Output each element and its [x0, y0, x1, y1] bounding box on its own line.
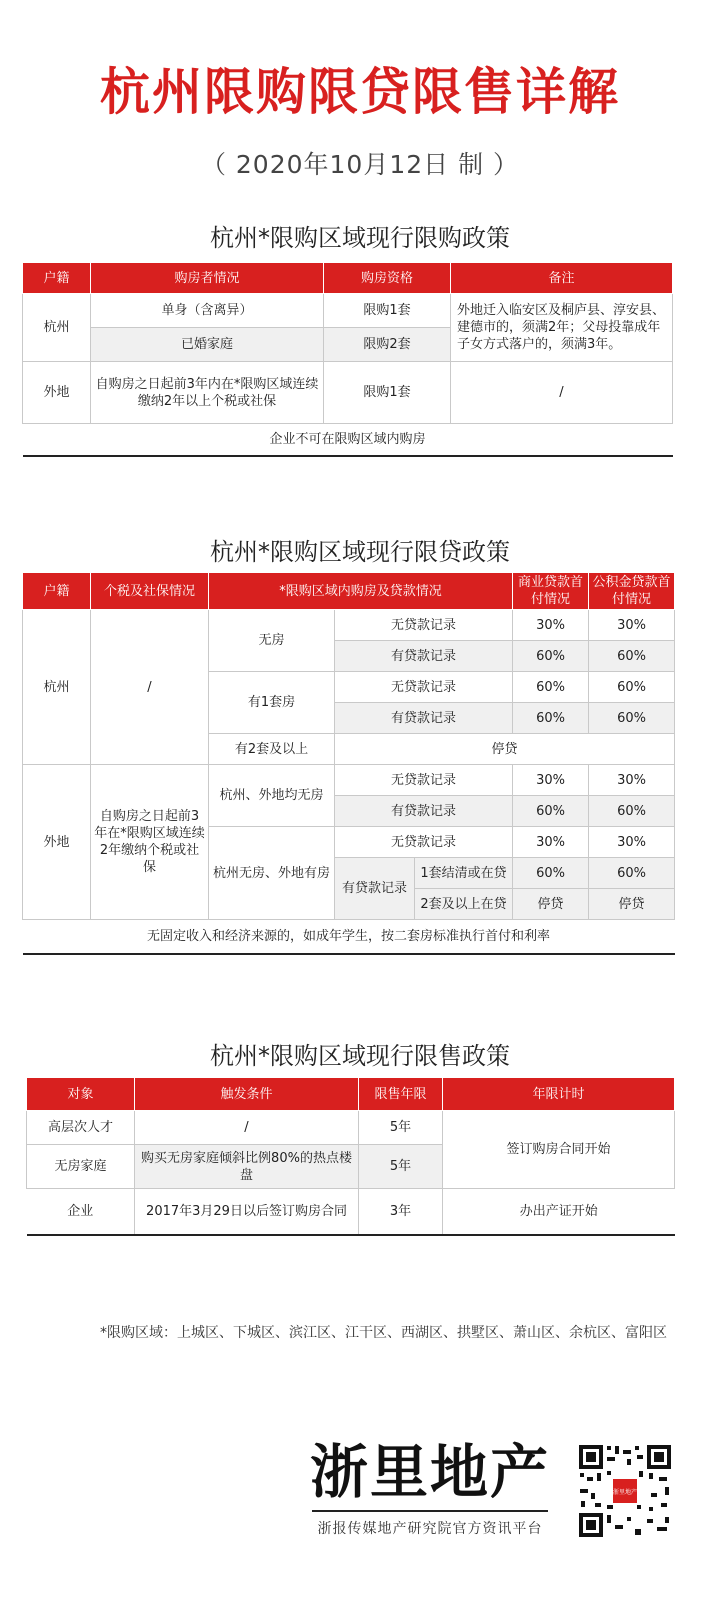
purchase-header-qualification: 购房资格	[324, 263, 451, 294]
purchase-cell-single: 单身（含离异）	[91, 294, 324, 328]
loan-header-situation: *限购区域内购房及贷款情况	[209, 573, 513, 610]
sale-table	[26, 1077, 675, 1236]
brand-logo-text: 浙里地产	[310, 1438, 551, 1506]
loan-cell-rate: 30%	[589, 610, 675, 641]
sale-cell-talent-years: 5年	[359, 1111, 443, 1145]
page-title: 杭州限购限贷限售详解	[100, 63, 620, 121]
loan-cell-outside-tax: 自购房之日起前3年在*限购区域连续2年缴纳个税或社保	[91, 765, 209, 920]
sale-cell-family: 无房家庭	[27, 1145, 135, 1189]
loan-header-commercial: 商业贷款首付情况	[513, 573, 589, 610]
loan-cell-rate: 60%	[589, 858, 675, 889]
loan-cell-no-loan: 无贷款记录	[335, 827, 513, 858]
loan-cell-outside: 外地	[23, 765, 91, 920]
restricted-area-note: *限购区域：上城区、下城区、滨江区、江干区、西湖区、拱墅区、萧山区、余杭区、富阳区	[100, 1325, 667, 1341]
sale-cell-family-condition: 购买无房家庭倾斜比例80%的热点楼盘	[135, 1145, 359, 1189]
purchase-cell-married: 已婚家庭	[91, 328, 324, 362]
loan-cell-rate: 60%	[589, 672, 675, 703]
sale-header-years: 限售年限	[359, 1078, 443, 1111]
sale-cell-timing-certificate: 办出产证开始	[443, 1189, 675, 1235]
purchase-cell-single-quota: 限购1套	[324, 294, 451, 328]
sale-cell-talent-condition: /	[135, 1111, 359, 1145]
loan-header-tax: 个税及社保情况	[91, 573, 209, 610]
loan-cell-loan-record: 有贷款记录	[335, 858, 415, 920]
loan-cell-hz-tax: /	[91, 610, 209, 765]
brand-subtitle: 浙报传媒地产研究院官方资讯平台	[317, 1521, 543, 1537]
sale-header-target: 对象	[27, 1078, 135, 1111]
loan-cell-one-house: 有1套房	[209, 672, 335, 734]
loan-section-title: 杭州*限购区域现行限贷政策	[210, 538, 510, 566]
purchase-cell-married-quota: 限购2套	[324, 328, 451, 362]
loan-cell-rate: 30%	[513, 610, 589, 641]
loan-cell-hz-none-out-has: 杭州无房、外地有房	[209, 827, 335, 920]
brand-divider	[312, 1510, 548, 1512]
publish-date: （ 2020年10月12日 制 ）	[200, 150, 520, 179]
sale-cell-talent: 高层次人才	[27, 1111, 135, 1145]
purchase-header-buyer: 购房者情况	[91, 263, 324, 294]
loan-cell-rate: 60%	[589, 703, 675, 734]
sale-cell-company-years: 3年	[359, 1189, 443, 1235]
loan-cell-two-plus-loan: 2套及以上在贷	[415, 889, 513, 920]
purchase-section-title: 杭州*限购区域现行限购政策	[210, 224, 510, 252]
qr-label: 浙里地产	[612, 1489, 638, 1496]
loan-cell-no-loan: 无贷款记录	[335, 672, 513, 703]
sale-header-trigger: 触发条件	[135, 1078, 359, 1111]
loan-table	[22, 572, 675, 955]
loan-cell-rate: 30%	[513, 827, 589, 858]
loan-cell-stop: 停贷	[513, 889, 589, 920]
loan-cell-no-loan: 无贷款记录	[335, 765, 513, 796]
purchase-cell-remark: 外地迁入临安区及桐庐县、淳安县、建德市的，须满2年；父母投靠成年子女方式落户的，须满3年。	[451, 294, 673, 362]
sale-cell-timing-contract: 签订购房合同开始	[443, 1111, 675, 1189]
purchase-cell-outside-remark: /	[451, 362, 673, 424]
loan-cell-no-loan: 无贷款记录	[335, 610, 513, 641]
loan-cell-has-loan: 有贷款记录	[335, 703, 513, 734]
qr-code-icon	[577, 1443, 673, 1539]
loan-cell-has-loan: 有贷款记录	[335, 796, 513, 827]
sale-cell-family-years: 5年	[359, 1145, 443, 1189]
loan-cell-stop: 停贷	[335, 734, 675, 765]
loan-header-fund: 公积金贷款首付情况	[589, 573, 675, 610]
sale-section-title: 杭州*限购区域现行限售政策	[210, 1042, 510, 1070]
loan-cell-rate: 60%	[513, 641, 589, 672]
loan-cell-has-loan: 有贷款记录	[335, 641, 513, 672]
purchase-table	[22, 262, 673, 457]
purchase-cell-outside: 外地	[23, 362, 91, 424]
purchase-header-hukou: 户籍	[23, 263, 91, 294]
loan-cell-rate: 60%	[589, 641, 675, 672]
loan-cell-rate: 60%	[513, 703, 589, 734]
loan-cell-rate: 60%	[513, 796, 589, 827]
sale-cell-company-condition: 2017年3月29日以后签订购房合同	[135, 1189, 359, 1235]
loan-cell-rate: 60%	[513, 858, 589, 889]
sale-cell-company: 企业	[27, 1189, 135, 1235]
purchase-cell-outside-condition: 自购房之日起前3年内在*限购区域连续缴纳2年以上个税或社保	[91, 362, 324, 424]
loan-header-hukou: 户籍	[23, 573, 91, 610]
loan-cell-rate: 60%	[589, 796, 675, 827]
purchase-footer: 企业不可在限购区域内购房	[23, 424, 673, 456]
purchase-header-remark: 备注	[451, 263, 673, 294]
loan-cell-rate: 60%	[513, 672, 589, 703]
purchase-cell-hangzhou: 杭州	[23, 294, 91, 362]
loan-cell-rate: 30%	[589, 765, 675, 796]
loan-cell-rate: 30%	[513, 765, 589, 796]
loan-cell-no-house: 无房	[209, 610, 335, 672]
loan-cell-both-none: 杭州、外地均无房	[209, 765, 335, 827]
loan-footer: 无固定收入和经济来源的，如成年学生，按二套房标准执行首付和利率	[23, 920, 675, 954]
loan-cell-two-plus: 有2套及以上	[209, 734, 335, 765]
loan-cell-rate: 30%	[589, 827, 675, 858]
loan-cell-hangzhou: 杭州	[23, 610, 91, 765]
loan-cell-stop: 停贷	[589, 889, 675, 920]
loan-cell-one-cleared: 1套结清或在贷	[415, 858, 513, 889]
purchase-cell-outside-quota: 限购1套	[324, 362, 451, 424]
sale-header-timing: 年限计时	[443, 1078, 675, 1111]
